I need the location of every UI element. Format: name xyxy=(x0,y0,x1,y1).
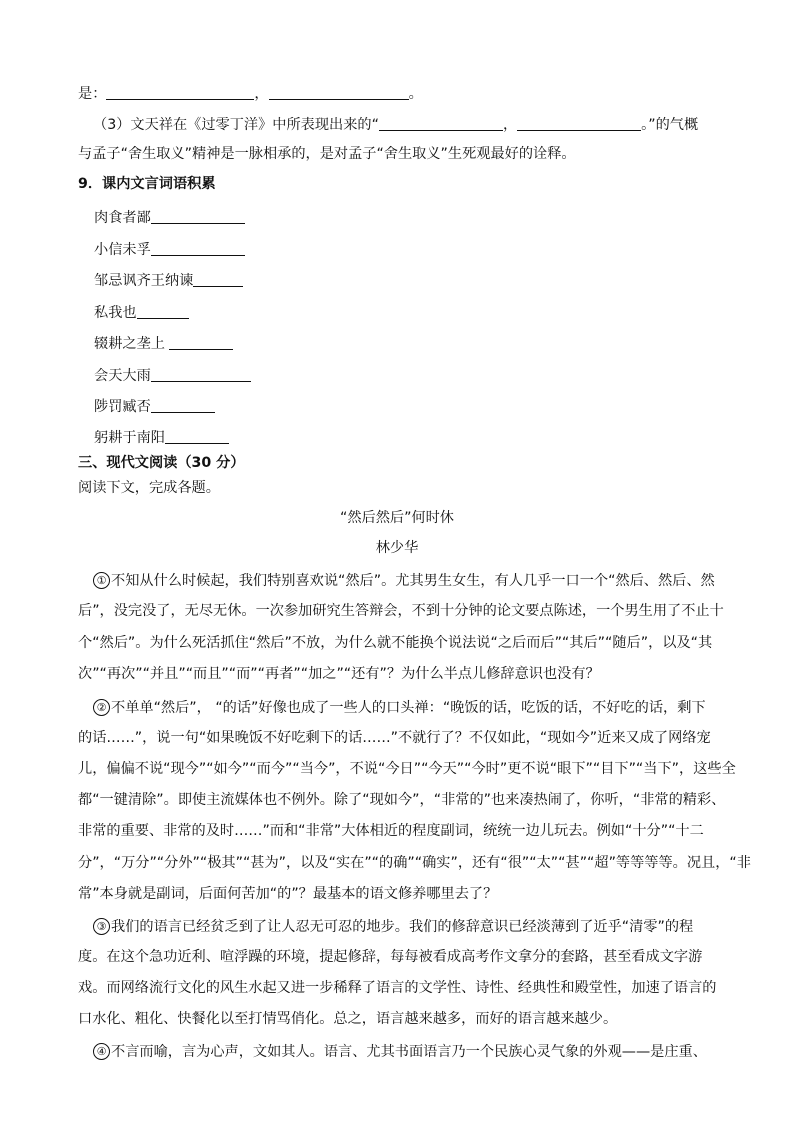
section-instruction: 阅读下文，完成各题。 xyxy=(78,480,220,496)
answer-blank[interactable] xyxy=(169,335,233,350)
period: 。 xyxy=(408,86,423,103)
article-title: “然后然后”何时休 xyxy=(339,510,454,526)
q8-part2-line xyxy=(78,85,423,101)
paragraph-number: ① xyxy=(93,572,110,589)
q9-title: 9．课内文言词语积累 xyxy=(78,176,216,192)
answer-blank[interactable] xyxy=(151,398,215,413)
answer-blank[interactable] xyxy=(137,304,189,319)
q8-part3-line xyxy=(93,116,698,132)
answer-blank[interactable] xyxy=(193,272,243,287)
paragraph-1-line: 个“然后”。为什么死活抓住“然后”不放，为什么就不能换个说法说“之后而后”“其后”“随后”，以及“其 xyxy=(78,635,713,651)
answer-blank[interactable] xyxy=(379,116,503,131)
q9-item: 会天大雨 xyxy=(94,367,251,383)
q8-part3-line2: 与孟子“舍生取义”精神是一脉相承的，是对孟子“舍生取义”生死观最好的诠释。 xyxy=(78,146,576,162)
paragraph-3-line: 戏。而网络流行文化的风生水起又进一步稀释了语言的文学性、诗性、经典性和殿堂性，加速了语言的 xyxy=(78,980,717,996)
paragraph-2-line: 非常的重要、非常的及时……”而和“非常”大体相近的程度副词，统统一边儿玩去。例如“十分”“十二 xyxy=(78,823,704,839)
q8-part3-end: 。”的气概 xyxy=(641,117,699,134)
answer-blank[interactable] xyxy=(151,367,251,382)
paragraph-1-line: 次”“再次”“并且”“而且”“而”“再者”“加之”“还有”？为什么半点儿修辞意识也没有？ xyxy=(78,666,600,682)
q9-item: 私我也 xyxy=(94,304,189,320)
q9-item: 陟罚臧否 xyxy=(94,398,215,414)
paragraph-2-line: 儿，偏偏不说“现今”“如今”“而今”“当今”，不说“今日”“今天”“今时”更不说“眼下”“目下”“当下”，这些全 xyxy=(78,761,736,777)
q9-item: 小信未孚 xyxy=(94,241,245,257)
paragraph-3-line: 口水化、粗化、快餐化以至打情骂俏化。总之，语言越来越多，而好的语言越来越少。 xyxy=(78,1011,618,1027)
paragraph-2-line: ② 不单单“然后”， “的话”好像也成了一些人的口头禅：“晚饭的话，吃饭的话，不好吃的话，剩下 xyxy=(93,699,706,716)
paragraph-number: ④ xyxy=(93,1043,110,1060)
answer-blank[interactable] xyxy=(106,85,254,100)
section-heading: 三、现代文阅读（30 分） xyxy=(78,455,245,471)
paragraph-2-line: 常”本身就是副词，后面何苦加“的”？最基本的语文修养哪里去了？ xyxy=(78,886,498,902)
separator: ， xyxy=(254,86,269,103)
answer-blank[interactable] xyxy=(151,241,245,256)
answer-blank[interactable] xyxy=(269,85,409,100)
paragraph-4-line: ④ 不言而喻，言为心声，文如其人。语言、尤其书面语言乃一个民族心灵气象的外观——是庄重、 xyxy=(93,1043,707,1060)
answer-blank[interactable] xyxy=(165,429,229,444)
paragraph-1-line: ① 不知从什么时候起，我们特别喜欢说“然后”。尤其男生女生，有人几乎一口一个“然后、然后、然 xyxy=(93,572,715,589)
paragraph-2-line: 都“一键清除”。即使主流媒体也不例外。除了“现如今”，“非常的”也来凑热闹了，你听，“非常的精彩、 xyxy=(78,792,726,808)
paragraph-2-line: 的话……”，说一句“如果晚饭不好吃剩下的话……”不就行了？不仅如此，“现如今”近来又成了网络宠 xyxy=(78,730,711,746)
q9-item: 躬耕于南阳 xyxy=(94,429,229,445)
answer-blank[interactable] xyxy=(517,116,641,131)
q9-item: 肉食者鄙 xyxy=(94,209,245,225)
paragraph-3-line: ③ 我们的语言已经贫乏到了让人忍无可忍的地步。我们的修辞意识已经淡薄到了近乎“清零”的程 xyxy=(93,918,693,935)
article-author: 林少华 xyxy=(375,540,419,556)
answer-blank[interactable] xyxy=(151,209,245,224)
paragraph-1-line: 后”，没完没了，无尽无休。一次参加研究生答辩会，不到十分钟的论文要点陈述，一个男生用了不止十 xyxy=(78,603,724,619)
paragraph-number: ② xyxy=(93,699,110,716)
paragraph-number: ③ xyxy=(93,918,110,935)
paragraph-2-line: 分”，“万分”“分外”“极其”“甚为”，以及“实在”“的确”“确实”，还有“很”“太”“甚”“超”等等等等。况且，“非 xyxy=(78,855,751,871)
paragraph-3-line: 度。在这个急功近利、喧浮躁的环境，提起修辞，每每被看成高考作文拿分的套路，甚至看成文字游 xyxy=(78,949,703,965)
q9-item: 邹忌讽齐王纳谏 xyxy=(94,272,243,288)
q8-part3-prefix: （3）文天祥在《过零丁洋》中所表现出来的“ xyxy=(93,117,379,134)
q9-item: 辍耕之垄上 xyxy=(94,335,233,351)
q8-part2-prefix: 是： xyxy=(78,86,107,103)
separator: ， xyxy=(502,117,518,134)
